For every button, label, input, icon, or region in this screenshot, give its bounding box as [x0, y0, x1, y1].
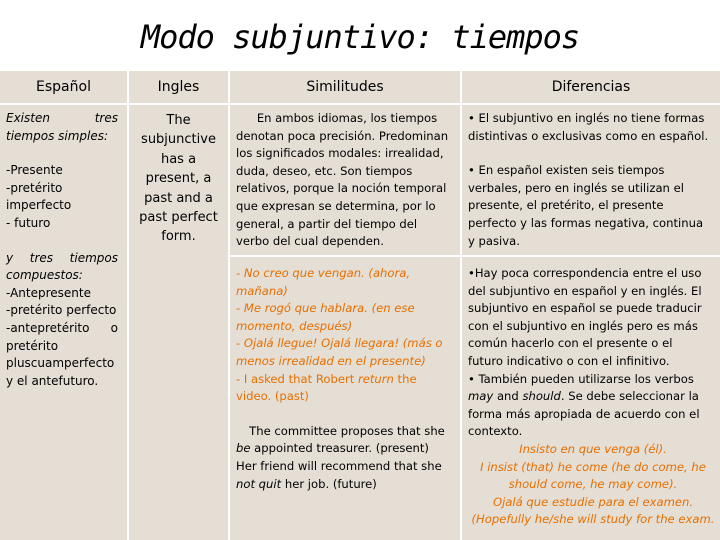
diferencias-line: • El subjuntivo en inglés no tiene formas	[468, 111, 705, 125]
espanol-simple-item: - futuro	[6, 215, 51, 230]
espanol-simple-item: imperfecto	[6, 198, 72, 213]
ingles-line: form.	[161, 229, 196, 245]
header-similitudes: Similitudes	[230, 71, 460, 103]
espanol-compound-heading-1: y tres tiempos	[6, 250, 118, 265]
diferencias-line: forma más apropiada de acuerdo con el	[468, 406, 700, 421]
espanol-compound-heading-2: compuestos:	[6, 268, 83, 283]
text-span: appointed treasurer. (present)	[250, 441, 429, 456]
header-ingles: Ingles	[129, 71, 228, 103]
spanish-example-line: - Ojalá llegue! Ojalá llegara! (más o	[236, 336, 443, 351]
diferencias-line: perfecto y las formas negativa, continua	[468, 215, 704, 230]
text-span: and	[493, 389, 523, 404]
similitudes-line: denotan poca precisión. Predominan	[236, 128, 449, 143]
header-espanol: Español	[0, 71, 127, 103]
similitudes-line: los significados modales: irrealidad,	[236, 146, 444, 161]
espanol-compound-item: -antepretérito o	[6, 320, 118, 335]
espanol-simple-item: -Presente	[6, 163, 63, 178]
similitudes-text-2	[236, 265, 458, 493]
example-line: (Hopefully he/she will study for the exam.	[471, 512, 715, 527]
diferencias-line: común hacerlo con el presente o el	[468, 336, 673, 351]
diferencias-line: contexto.	[468, 424, 523, 439]
diferencias-line: verbales, pero en inglés se utilizan el	[468, 180, 684, 195]
ingles-line: past and a	[144, 190, 213, 206]
espanol-compound-item: y el antefuturo.	[6, 373, 99, 388]
text-span: the	[393, 371, 417, 386]
diferencias-line: subjuntivo en español se puede traducir	[468, 301, 702, 316]
espanol-simple-heading-2: tiempos simples:	[6, 128, 109, 143]
diferencias-line	[468, 388, 718, 406]
diferencias-line: del subjuntivo en español y en inglés. El	[468, 283, 702, 298]
english-example-line: Her friend will recommend that she	[236, 458, 442, 473]
english-example-line	[236, 371, 458, 389]
spanish-example-line: momento, después)	[236, 318, 353, 333]
similitudes-line: general, a partir del tiempo del	[236, 216, 418, 231]
diferencias-line: • También pueden utilizarse los verbos	[468, 371, 694, 386]
text-span: . Se debe seleccionar la	[560, 389, 699, 404]
english-example-line: The committee proposes that she	[249, 423, 445, 438]
english-example-line: video. (past)	[236, 389, 309, 404]
diferencias-line: •Hay poca correspondencia entre el uso	[468, 266, 702, 280]
diferencias-line: presente, el pretérito, el presente	[468, 198, 664, 213]
example-line: Ojalá que estudie para el examen.	[492, 494, 694, 509]
text-span: - I asked that Robert	[236, 371, 358, 386]
diferencias-line: con el subjuntivo en inglés pero es más	[468, 318, 698, 333]
diferencias-text-2	[468, 265, 718, 529]
similitudes-line: verbo del cual dependen.	[236, 234, 384, 249]
ingles-line: present, a	[145, 171, 212, 187]
page-title: Modo subjuntivo: tiempos	[140, 18, 580, 56]
espanol-compound-item: -Antepresente	[6, 285, 91, 300]
example-line: Insisto en que venga (él).	[519, 441, 667, 456]
ingles-cell	[133, 111, 224, 247]
example-line: should come, he may come).	[508, 477, 678, 492]
diferencias-line: y pasiva.	[468, 233, 520, 248]
ingles-line: past perfect	[139, 210, 218, 226]
similitudes-line: En ambos idiomas, los tiempos	[256, 111, 438, 125]
spanish-example-line: mañana)	[236, 283, 288, 298]
text-span: return	[357, 371, 394, 386]
text-span: not quit	[236, 476, 282, 491]
english-example-line	[236, 440, 458, 458]
diferencias-line: futuro indicativo o con el infinitivo.	[468, 353, 670, 368]
diferencias-line: distintivas o exclusivas como en español.	[468, 128, 709, 143]
text-span: her job. (future)	[281, 476, 377, 491]
ingles-line: has a	[160, 151, 197, 167]
espanol-compound-item: pretérito	[6, 338, 59, 353]
english-example-line	[236, 476, 458, 494]
text-span: may	[468, 389, 494, 404]
spanish-example-line: - No creo que vengan. (ahora,	[236, 266, 411, 280]
similitudes-line: que expresan se determina, por lo	[236, 198, 436, 213]
text-span: should	[522, 389, 561, 404]
espanol-compound-item: pluscuamperfecto	[6, 356, 115, 371]
diferencias-text-1	[468, 110, 718, 250]
ingles-line: The	[166, 113, 191, 128]
espanol-compound-item: -pretérito perfecto	[6, 303, 117, 318]
similitudes-line: relativos, porque la noción temporal	[236, 181, 447, 196]
diferencias-line: • En español existen seis tiempos	[468, 163, 665, 178]
similitudes-text-1	[236, 110, 458, 251]
header-diferencias: Diferencias	[462, 71, 720, 103]
ingles-line: subjunctive	[141, 132, 216, 148]
espanol-simple-item: -pretérito	[6, 180, 63, 195]
espanol-simple-heading-1: Existen tres	[6, 111, 118, 125]
espanol-cell	[6, 110, 118, 390]
similitudes-line: duda, deseo, etc. Son tiempos	[236, 163, 413, 178]
spanish-example-line: menos irrealidad en el presente)	[236, 353, 426, 368]
example-line: I insist (that) he come (he do come, he	[480, 459, 706, 474]
spanish-example-line: - Me rogó que hablara. (en ese	[236, 301, 415, 316]
text-span: be	[236, 441, 251, 456]
